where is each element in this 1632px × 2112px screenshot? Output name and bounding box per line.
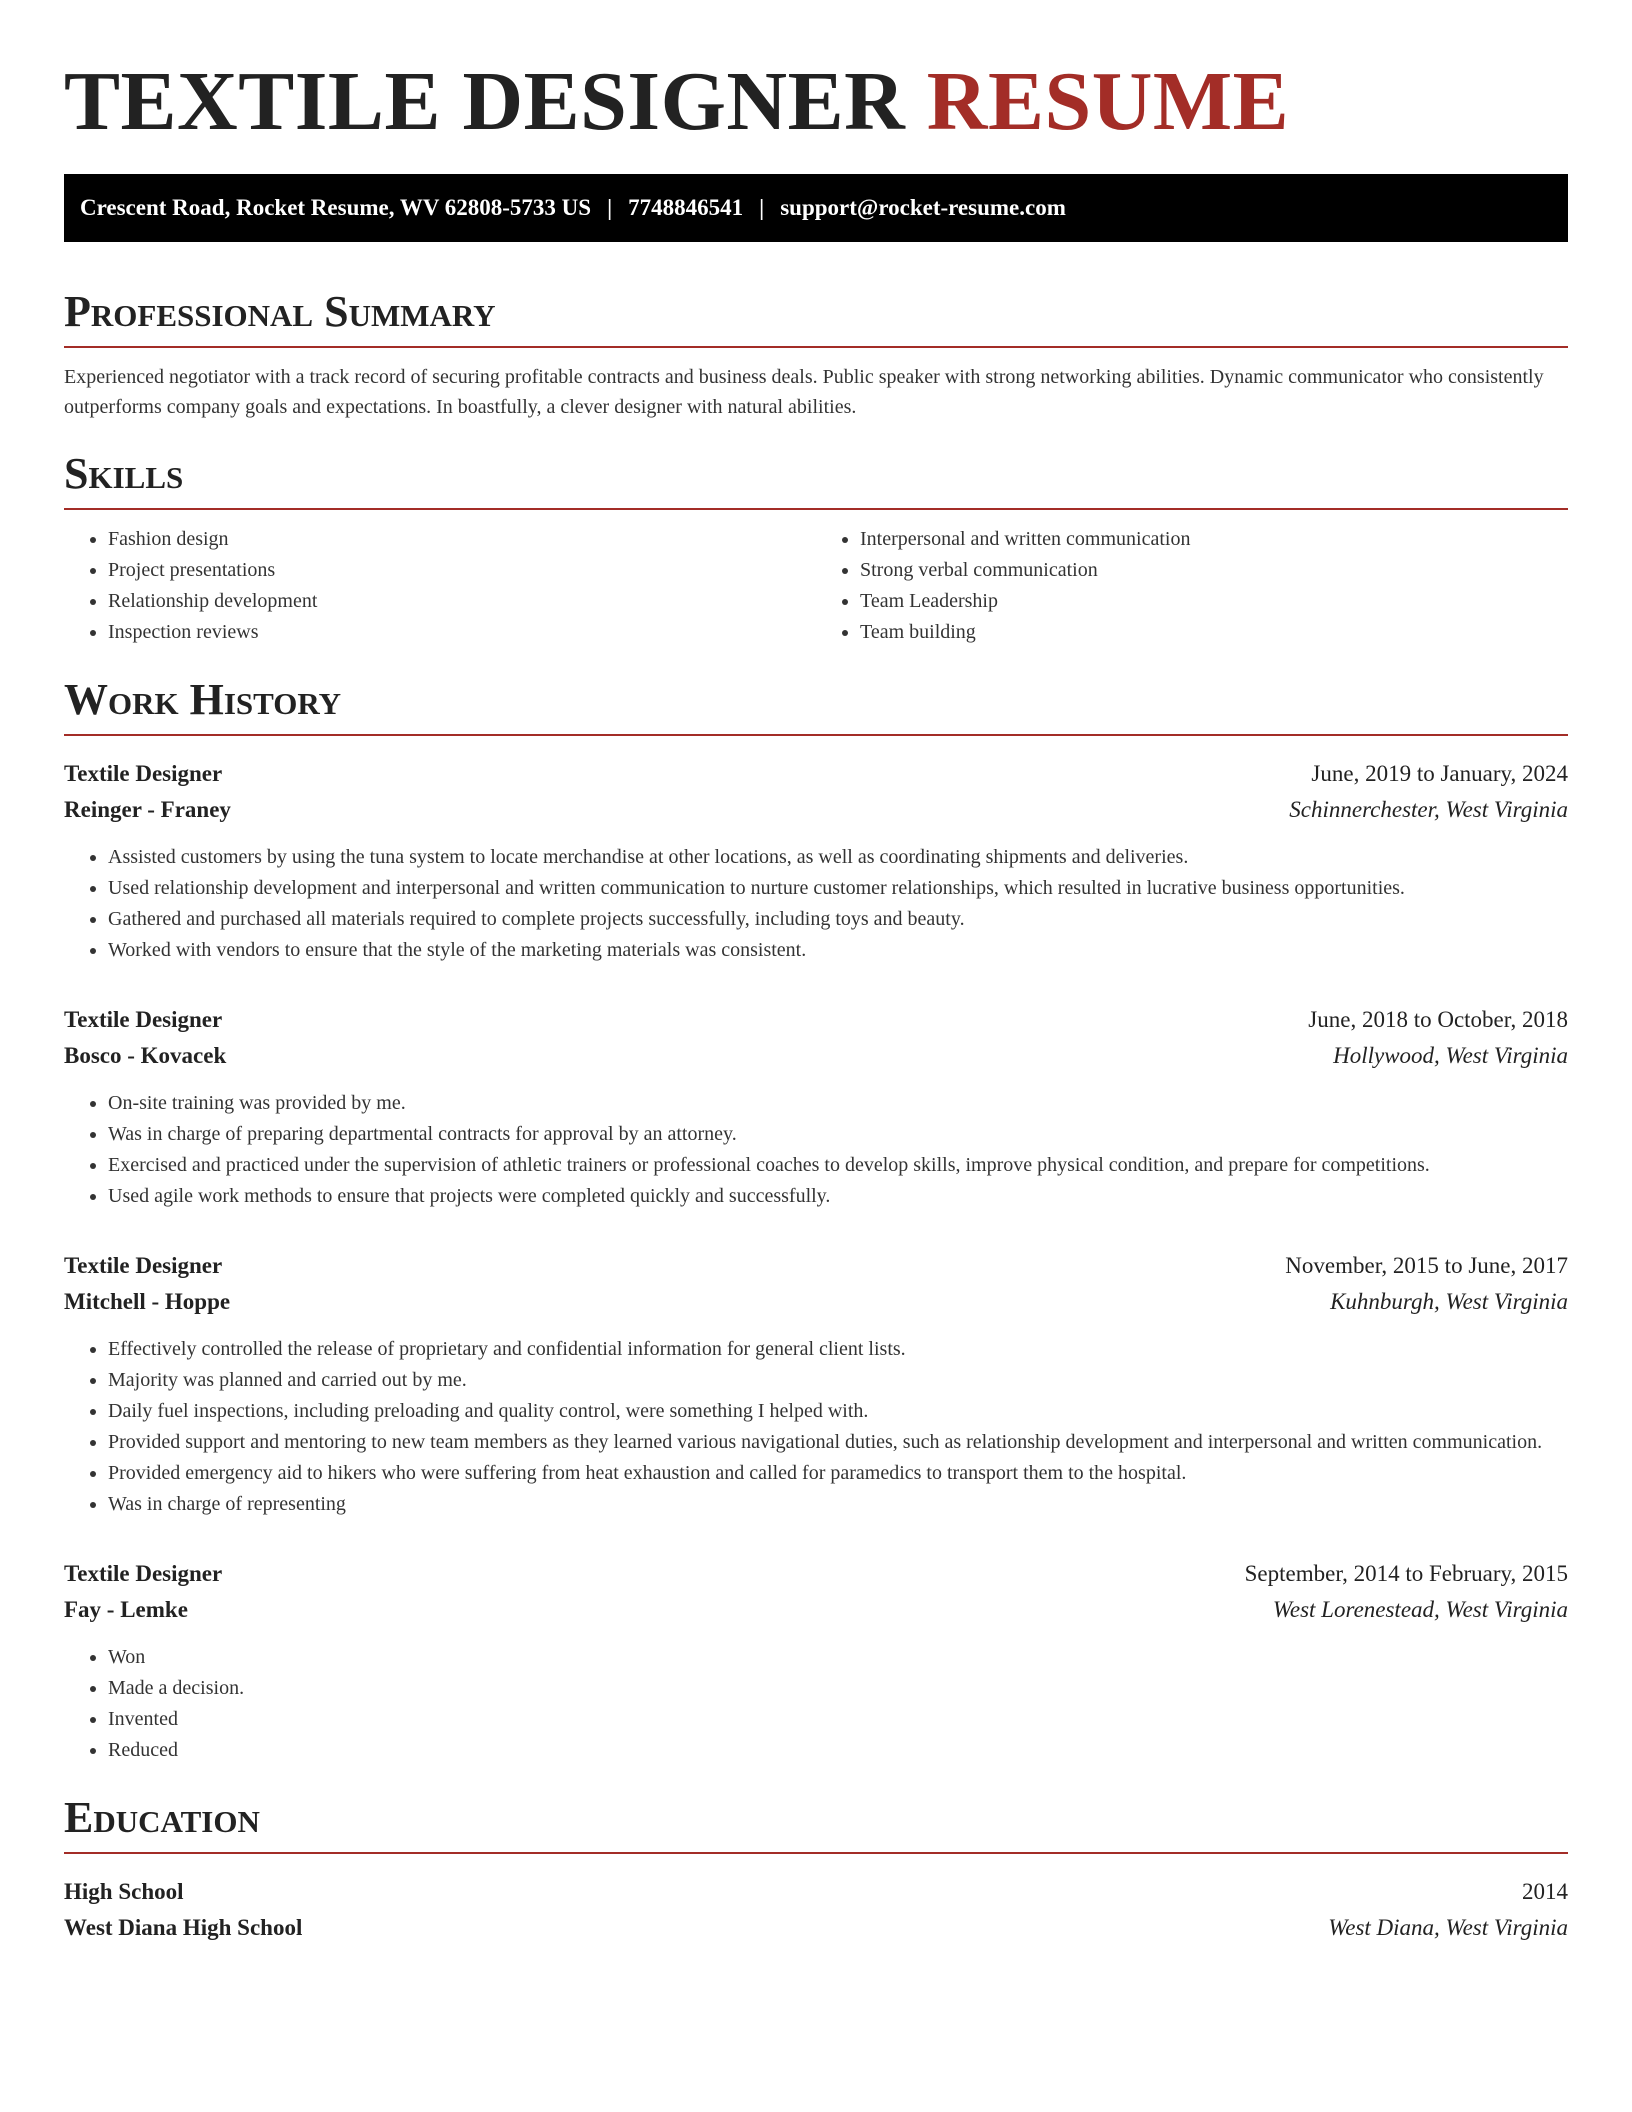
skill-item: • Strong verbal communication: [860, 555, 1568, 586]
job-bullet: • Exercised and practiced under the supervision of athletic trainers or professional coaches to develop skills, improve physical condition, and prepare for competitions.: [108, 1150, 1568, 1181]
job-company: Fay - Lemke: [64, 1597, 188, 1622]
contact-email: support@rocket-resume.com: [780, 195, 1066, 220]
job-location: Hollywood, West Virginia: [1333, 1043, 1568, 1068]
job-bullet: • Assisted customers by using the tuna system to locate merchandise at other locations, as well as coordinating shipments and deliveries.: [108, 842, 1568, 873]
job-entry: [64, 756, 1568, 966]
job-bullet: • Won: [108, 1642, 1568, 1673]
job-company-row: [64, 1592, 1568, 1628]
skill-item: • Team building: [860, 617, 1568, 648]
skills-list-right: [816, 524, 1568, 648]
skill-item: • Interpersonal and written communication: [860, 524, 1568, 555]
education-section: [64, 1792, 1568, 1946]
section-divider: [64, 734, 1568, 736]
job-entry: [64, 1248, 1568, 1520]
education-school-row: [64, 1910, 1568, 1946]
contact-separator: |: [607, 195, 613, 220]
skills-columns: [64, 524, 1568, 648]
education-location: West Diana, West Virginia: [1328, 1915, 1568, 1940]
work-section: [64, 674, 1568, 1766]
job-title: Textile Designer: [64, 1253, 223, 1278]
job-title: Textile Designer: [64, 1007, 223, 1032]
summary-text: Experienced negotiator with a track record of securing profitable contracts and business deals. Public speaker with strong networking abilities. Dynamic communicator who consistently outperforms company goals and expectations. In boastfully, a clever designer with natural abilities.: [64, 366, 1544, 418]
contact-bar: [64, 174, 1568, 242]
job-company-row: [64, 1038, 1568, 1074]
skill-item: • Fashion design: [108, 524, 816, 555]
skills-list-left: [64, 524, 816, 648]
job-dates: June, 2018 to October, 2018: [1308, 1007, 1568, 1032]
job-bullet: • Provided emergency aid to hikers who were suffering from heat exhaustion and called for paramedics to transport them to the hospital.: [108, 1458, 1568, 1489]
job-bullet: • Worked with vendors to ensure that the style of the marketing materials was consistent.: [108, 935, 1568, 966]
job-bullet: • Was in charge of preparing departmental contracts for approval by an attorney.: [108, 1119, 1568, 1150]
skill-item: • Team Leadership: [860, 586, 1568, 617]
job-location: Kuhnburgh, West Virginia: [1330, 1289, 1568, 1314]
job-company: Mitchell - Hoppe: [64, 1289, 231, 1314]
job-bullet: • Provided support and mentoring to new team members as they learned various navigational duties, such as relationship development and interpersonal and written communication.: [108, 1427, 1568, 1458]
contact-phone: 7748846541: [628, 195, 744, 220]
job-bullet: • On-site training was provided by me.: [108, 1088, 1568, 1119]
education-entry: [64, 1874, 1568, 1946]
skill-item: • Relationship development: [108, 586, 816, 617]
resume-title: [64, 52, 1568, 152]
job-bullets: [64, 842, 1568, 966]
job-title-row: [64, 756, 1568, 792]
job-bullet: • Used agile work methods to ensure that projects were completed quickly and successfully.: [108, 1181, 1568, 1212]
job-bullet: • Gathered and purchased all materials required to complete projects successfully, including toys and beauty.: [108, 904, 1568, 935]
section-divider: [64, 508, 1568, 510]
job-company-row: [64, 792, 1568, 828]
job-bullets: [64, 1642, 1568, 1766]
education-year: 2014: [1522, 1879, 1568, 1904]
job-location: Schinnerchester, West Virginia: [1289, 797, 1568, 822]
job-bullet: • Used relationship development and interpersonal and written communication to nurture customer relationships, which resulted in lucrative business opportunities.: [108, 873, 1568, 904]
education-heading: Education: [64, 1793, 260, 1842]
job-entry: [64, 1002, 1568, 1212]
job-company: Reinger - Franey: [64, 797, 231, 822]
title-main: TEXTILE DESIGNER: [64, 55, 906, 148]
job-title: Textile Designer: [64, 761, 223, 786]
section-divider: [64, 1852, 1568, 1854]
skills-section: [64, 448, 1568, 648]
education-school: West Diana High School: [64, 1915, 303, 1940]
job-bullets: [64, 1088, 1568, 1212]
summary-section: [64, 286, 1568, 422]
job-bullet: • Majority was planned and carried out by me.: [108, 1365, 1568, 1396]
work-heading: Work History: [64, 675, 342, 724]
education-degree: High School: [64, 1879, 184, 1904]
job-bullet: • Invented: [108, 1704, 1568, 1735]
skills-heading: Skills: [64, 449, 184, 498]
skill-item: • Inspection reviews: [108, 617, 816, 648]
contact-separator: |: [759, 195, 765, 220]
contact-address: Crescent Road, Rocket Resume, WV 62808-5733 US: [80, 195, 592, 220]
section-divider: [64, 346, 1568, 348]
job-location: West Lorenestead, West Virginia: [1272, 1597, 1568, 1622]
skill-item: • Project presentations: [108, 555, 816, 586]
title-accent: RESUME: [926, 55, 1290, 148]
job-title-row: [64, 1248, 1568, 1284]
job-bullet: • Reduced: [108, 1735, 1568, 1766]
job-bullet: • Daily fuel inspections, including preloading and quality control, were something I helped with.: [108, 1396, 1568, 1427]
job-dates: September, 2014 to February, 2015: [1244, 1561, 1568, 1586]
job-bullets: [64, 1334, 1568, 1520]
job-bullet: • Made a decision.: [108, 1673, 1568, 1704]
job-bullet: • Was in charge of representing: [108, 1489, 1568, 1520]
summary-heading: Professional Summary: [64, 287, 496, 336]
job-entry: [64, 1556, 1568, 1766]
job-company-row: [64, 1284, 1568, 1320]
job-title: Textile Designer: [64, 1561, 223, 1586]
job-title-row: [64, 1002, 1568, 1038]
job-bullet: • Effectively controlled the release of proprietary and confidential information for general client lists.: [108, 1334, 1568, 1365]
job-dates: June, 2019 to January, 2024: [1311, 761, 1568, 786]
job-company: Bosco - Kovacek: [64, 1043, 227, 1068]
job-dates: November, 2015 to June, 2017: [1285, 1253, 1568, 1278]
education-degree-row: [64, 1874, 1568, 1910]
job-title-row: [64, 1556, 1568, 1592]
